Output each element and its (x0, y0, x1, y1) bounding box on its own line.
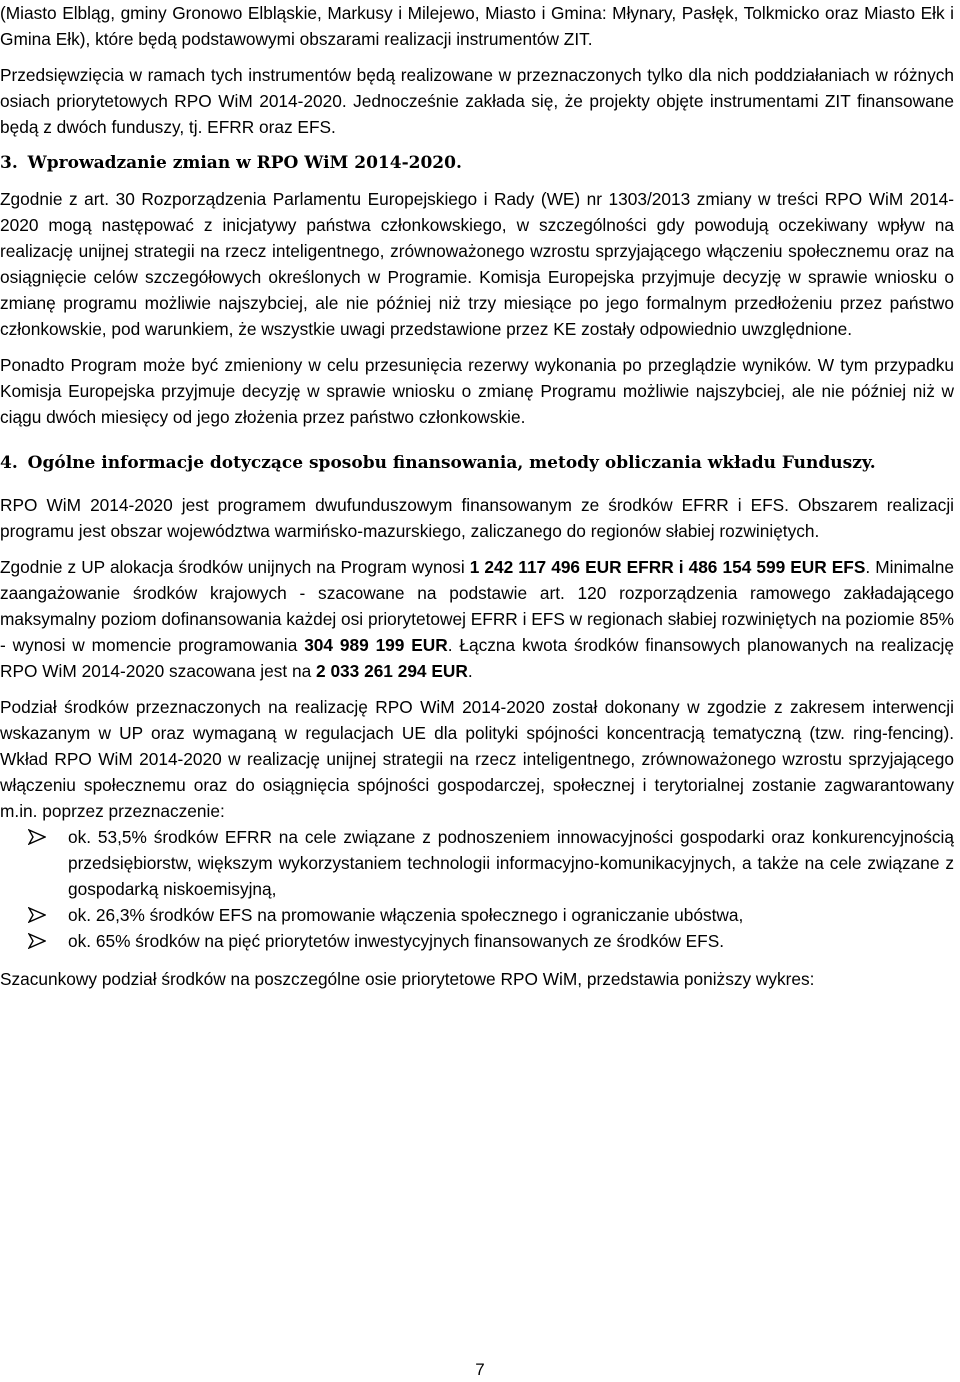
allocation-text-2: . Minimalne zaangażowanie środków krajowych - szacowane na podstawie art. 120 rozporządzenia ramowego zakładającego maksymalny poziom dofinansowania każdej osi priorytetowej EFRR i EFS w regionach słabiej rozwiniętych na poziomie 85% - wynosi w momencie programowania (0, 557, 954, 655)
arrowhead-bullet-icon (28, 907, 46, 923)
allocation-amount-eu: 1 242 117 496 EUR EFRR i 486 154 599 EUR EFS (469, 557, 866, 577)
paragraph-reserve-shift: Ponadto Program może być zmieniony w celu przesunięcia rezerwy wykonania po przeglądzie wyników. W tym przypadku Komisja Europejska przyjmuje decyzję w sprawie wniosku o zmianę Programu możliwie najszybciej, ale nie później niż w ciągu dwóch miesięcy od jego złożenia przez państwo członkowskie. (0, 355, 954, 427)
allocation-amount-national: 304 989 199 EUR (304, 635, 448, 655)
list-item (0, 928, 954, 954)
allocation-text-4: . (467, 661, 473, 681)
list-item (0, 824, 954, 902)
section-heading-4 (0, 450, 954, 476)
allocation-amount-total: 2 033 261 294 EUR (316, 661, 468, 681)
paragraph-fund-split: Podział środków przeznaczonych na realizację RPO WiM 2014-2020 został dokonany w zgodzie z zakresem interwencji wskazanym w UP oraz wymaganą w regulacjach UE dla polityki spójności koncentracją tematyczną (tzw. ring-fencing). Wkład RPO WiM 2014-2020 w realizację unijnej strategii na rzecz inteligentnego, zrównoważonego wzrostu sprzyjającego włączeniu społecznemu oraz do osiągnięcia spójności gospodarczej, społecznej i terytorialnej zostanie zagwarantowany m.in. poprzez przeznaczenie: (0, 697, 954, 821)
allocation-bullet-list (0, 824, 954, 954)
section-number-4: 4. (0, 453, 18, 473)
page-number: 7 (475, 1360, 485, 1379)
paragraph-allocation (0, 554, 954, 684)
bullet-text: ok. 53,5% środków EFRR na cele związane z podnoszeniem innowacyjności gospodarki oraz konkurencyjnością przedsiębiorstw, większym wykorzystaniem technologii informacyjno-komunikacyjnych, a także na cele związane z gospodarką niskoemisyjną, (68, 827, 954, 899)
section-heading-3 (0, 150, 954, 176)
arrowhead-bullet-icon (28, 829, 46, 845)
list-item (0, 902, 954, 928)
paragraph-zit-projects: Przedsięwzięcia w ramach tych instrumentów będą realizowane w przeznaczonych tylko dla nich poddziałaniach w różnych osiach priorytetowych RPO WiM 2014-2020. Jednocześnie zakłada się, że projekty objęte instrumentami ZIT finansowane będą z dwóch funduszy, tj. EFRR oraz EFS. (0, 65, 954, 137)
paragraph-dual-fund: RPO WiM 2014-2020 jest programem dwufunduszowym finansowanym ze środków EFRR i EFS. Obszarem realizacji programu jest obszar województwa warmińsko-mazurskiego, zaliczanego do regionów słabiej rozwiniętych. (0, 495, 954, 541)
section-title-3: Wprowadzanie zmian w RPO WiM 2014-2020. (27, 153, 462, 173)
section-title-4: Ogólne informacje dotyczące sposobu finansowania, metody obliczania wkładu Funduszy. (27, 453, 876, 473)
allocation-text-3: . Łączna kwota środków finansowych planowanych na realizację RPO WiM 2014-2020 szacowana jest na (0, 635, 954, 681)
bullet-text: ok. 65% środków na pięć priorytetów inwestycyjnych finansowanych ze środków EFS. (68, 931, 725, 951)
bullet-text: ok. 26,3% środków EFS na promowanie włączenia społecznego i ograniczanie ubóstwa, (68, 905, 744, 925)
arrowhead-bullet-icon (28, 933, 46, 949)
paragraph-program-changes: Zgodnie z art. 30 Rozporządzenia Parlamentu Europejskiego i Rady (WE) nr 1303/2013 zmiany w treści RPO WiM 2014-2020 mogą następować z inicjatywy państwa członkowskiego, w szczególności gdy powodują oczekiwany wpływ na realizację unijnej strategii na rzecz inteligentnego, zrównoważonego wzrostu sprzyjającego włączeniu społecznemu oraz na osiągnięcie celów szczegółowych określonych w Programie. Komisja Europejska przyjmuje decyzję w sprawie wniosku o zmianę programu możliwie najszybciej, ale nie później niż trzy miesiące po jego formalnym przedłożeniu przez państwo członkowskie, pod warunkiem, że wszystkie uwagi przedstawione przez KE zostały odpowiednio uwzględnione. (0, 189, 954, 339)
section-number-3: 3. (0, 153, 18, 173)
paragraph-chart-intro: Szacunkowy podział środków na poszczególne osie priorytetowe RPO WiM, przedstawia poniższy wykres: (0, 969, 815, 989)
paragraph-zit-areas: (Miasto Elbląg, gminy Gronowo Elbląskie, Markusy i Milejewo, Miasto i Gmina: Młynary, Pasłęk, Tolkmicko oraz Miasto Ełk i Gmina Ełk), które będą podstawowymi obszarami realizacji instrumentów ZIT. (0, 3, 954, 49)
allocation-text-1: Zgodnie z UP alokacja środków unijnych na Program wynosi (0, 557, 470, 577)
